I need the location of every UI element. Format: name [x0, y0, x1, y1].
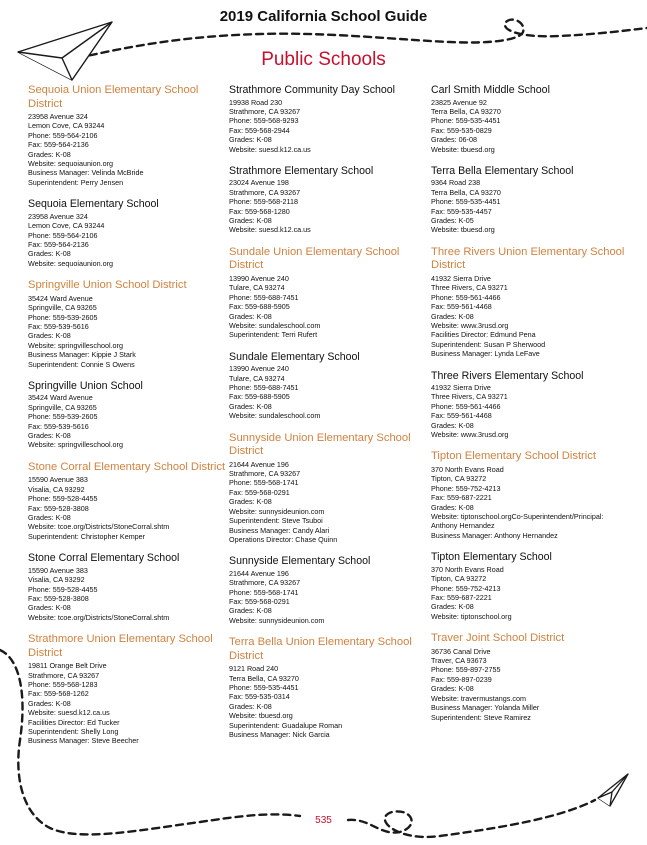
entry-detail-line: Phone: 559-561-4466 [431, 401, 501, 411]
school-entry [431, 165, 631, 235]
district-entry [28, 461, 228, 541]
entry-detail-line: Website: tcoe.org/Districts/StoneCorral.shtm [28, 612, 170, 622]
entry-detail-line: Superintendent: Connie S Owens [28, 359, 135, 369]
entry-detail-line: 15590 Avenue 383 [28, 475, 88, 485]
school-entry [431, 370, 631, 440]
school-name: Tipton Elementary School [431, 551, 552, 564]
entry-detail-line: Three Rivers, CA 93271 [431, 283, 508, 293]
entry-detail-line: Fax: 559-568-1262 [28, 689, 89, 699]
entry-detail-line: Phone: 559-897-2755 [431, 665, 501, 675]
entry-detail-line: Facilities Director: Ed Tucker [28, 717, 120, 727]
entry-detail-line: Business Manager: Candy Alari [229, 525, 330, 535]
entry-detail-line: Fax: 559-687-2221 [431, 592, 492, 602]
entry-detail-line: 9121 Road 240 [229, 664, 279, 674]
entry-detail-line: 23958 Avenue 324 [28, 211, 88, 221]
entry-detail-line: Superintendent: Susan P Sherwood [431, 339, 546, 349]
district-name: Strathmore Union Elementary School District [28, 633, 213, 659]
entry-detail-line: Grades: 06-08 [431, 135, 477, 145]
entry-detail-line: Grades: K-08 [28, 249, 71, 259]
entry-detail-line: Business Manager: Steve Beecher [28, 736, 139, 746]
entry-detail-line: 15590 Avenue 383 [28, 565, 88, 575]
district-name: Stone Corral Elementary School District [28, 460, 226, 473]
district-entry [229, 432, 429, 545]
paper-plane-small-icon [598, 774, 628, 806]
entry-detail-line: Tipton, CA 93272 [431, 574, 487, 584]
entry-detail-line: Terra Bella, CA 93270 [431, 187, 501, 197]
entry-detail-line: Website: tbuesd.org [229, 711, 293, 721]
entry-detail-line: Visalia, CA 93292 [28, 484, 85, 494]
entry-detail-line: Website: www.3rusd.org [431, 320, 509, 330]
entry-detail-line: Grades: K-08 [28, 431, 71, 441]
entry-detail-line: Business Manager: Anthony Hernandez [431, 530, 558, 540]
entry-detail-line: Three Rivers, CA 93271 [431, 392, 508, 402]
entry-detail-line: Website: tiptonschool.orgCo-Superintendent/Principal: Anthony Hernandez [431, 512, 604, 531]
entry-detail-line: Website: springvilleschool.org [28, 440, 123, 450]
entry-detail-line: Grades: K-08 [431, 502, 474, 512]
entry-detail-line: Business Manager: Kippie J Stark [28, 350, 136, 360]
entry-detail-line: Strathmore, CA 93267 [229, 469, 301, 479]
entry-detail-line: Fax: 559-568-2944 [229, 125, 290, 135]
school-name: Stone Corral Elementary School [28, 552, 180, 565]
entry-detail-line: Fax: 559-535-0314 [229, 692, 290, 702]
school-name: Three Rivers Elementary School [431, 369, 584, 382]
entry-detail-line: Operations Director: Chase Quinn [229, 534, 338, 544]
entry-detail-line: Tulare, CA 93274 [229, 283, 285, 293]
entry-detail-line: Grades: K-08 [229, 401, 272, 411]
entry-detail-line: Lemon Cove, CA 93244 [28, 221, 105, 231]
district-name: Sequoia Union Elementary School District [28, 84, 199, 110]
entry-detail-line: Website: www.3rusd.org [431, 430, 509, 440]
entry-detail-line: Terra Bella, CA 93270 [431, 106, 501, 116]
entry-detail-line: Grades: K-08 [229, 701, 272, 711]
entry-detail-line: Superintendent: Perry Jensen [28, 177, 124, 187]
school-entry [229, 84, 429, 154]
entry-detail-line: Fax: 559-535-0829 [431, 125, 492, 135]
district-name: Terra Bella Union Elementary School District [229, 636, 412, 662]
district-entry [229, 246, 429, 340]
entry-detail-line: Fax: 559-564-2136 [28, 140, 89, 150]
entry-detail-line: Springville, CA 93265 [28, 303, 97, 313]
entry-detail-line: Website: tcoe.org/Districts/StoneCorral.shtm [28, 522, 170, 532]
entry-detail-line: Grades: K-08 [28, 603, 71, 613]
column-1 [28, 84, 228, 757]
entry-detail-line: Business Manager: Lynda LeFave [431, 349, 540, 359]
entry-detail-line: Website: tbuesd.org [431, 225, 495, 235]
entry-detail-line: Springville, CA 93265 [28, 402, 97, 412]
entry-detail-line: Fax: 559-688-5905 [229, 392, 290, 402]
entry-detail-line: Fax: 559-687-2221 [431, 493, 492, 503]
entry-detail-line: Business Manager: Nick Garcia [229, 730, 330, 740]
entry-detail-line: Phone: 559-752-4213 [431, 483, 501, 493]
entry-detail-line: 35424 Ward Avenue [28, 393, 93, 403]
entry-detail-line: Website: tbuesd.org [431, 144, 495, 154]
district-entry [28, 279, 228, 369]
entry-detail-line: Grades: K-08 [431, 602, 474, 612]
entry-detail-line: Strathmore, CA 93267 [229, 106, 301, 116]
entry-detail-line: Grades: K-05 [431, 216, 474, 226]
entry-detail-line: Grades: K-08 [431, 420, 474, 430]
entry-detail-line: Website: sunnysideunion.com [229, 506, 325, 516]
entry-detail-line: Website: suesd.k12.ca.us [229, 225, 311, 235]
entry-detail-line: 370 North Evans Road [431, 564, 504, 574]
school-entry [229, 165, 429, 235]
entry-detail-line: 19938 Road 230 [229, 97, 283, 107]
entry-detail-line: Superintendent: Steve Ramirez [431, 712, 531, 722]
entry-detail-line: Traver, CA 93673 [431, 656, 487, 666]
entry-detail-line: Phone: 559-528-4455 [28, 494, 98, 504]
entry-detail-line: Fax: 559-528-3808 [28, 503, 89, 513]
entry-detail-line: Fax: 559-568-1280 [229, 206, 290, 216]
entry-detail-line: 13990 Avenue 240 [229, 364, 289, 374]
entry-detail-line: 41932 Sierra Drive [431, 273, 491, 283]
entry-detail-line: 36736 Canal Drive [431, 646, 491, 656]
page-number: 535 [315, 815, 332, 826]
entry-detail-line: Phone: 559-568-1741 [229, 587, 299, 597]
school-entry [28, 380, 228, 450]
entry-detail-line: Phone: 559-539-2605 [28, 312, 98, 322]
entry-detail-line: Phone: 559-539-2605 [28, 412, 98, 422]
district-name: Three Rivers Union Elementary School District [431, 245, 625, 272]
entry-detail-line: Grades: K-08 [431, 311, 474, 321]
entry-detail-line: Superintendent: Shelly Long [28, 727, 119, 736]
district-name: Sunnyside Union Elementary School District [229, 431, 411, 458]
entry-detail-line: Superintendent: Terri Rufert [229, 330, 318, 340]
entry-detail-line: Website: suesd.k12.ca.us [28, 708, 110, 718]
guide-title: 2019 California School Guide [219, 8, 428, 25]
entry-detail-line: Phone: 559-568-2118 [229, 197, 299, 207]
district-name: Tipton Elementary School District [431, 450, 596, 463]
entry-detail-line: Fax: 559-535-4457 [431, 206, 492, 216]
school-name: Sundale Elementary School [229, 350, 360, 363]
entry-detail-line: Phone: 559-535-4451 [431, 197, 501, 207]
district-entry [229, 636, 429, 739]
district-name: Springville Union School District [28, 279, 187, 292]
entry-detail-line: Visalia, CA 93292 [28, 575, 85, 585]
district-name: Sundale Union Elementary School District [229, 245, 400, 272]
entry-detail-line: Fax: 559-539-5616 [28, 421, 89, 431]
entry-detail-line: Website: sundaleschool.com [229, 411, 321, 421]
entry-detail-line: 23825 Avenue 92 [431, 97, 487, 107]
entry-detail-line: Fax: 559-561-4468 [431, 302, 492, 312]
entry-detail-line: Terra Bella, CA 93270 [229, 673, 299, 683]
entry-detail-line: Grades: K-08 [28, 513, 71, 522]
entry-detail-line: Website: sequoiaunion.org [28, 258, 113, 268]
entry-detail-line: Grades: K-08 [229, 135, 272, 145]
entry-detail-line: Grades: K-08 [229, 311, 272, 321]
entry-detail-line: Grades: K-08 [28, 149, 71, 159]
school-name: Strathmore Elementary School [229, 164, 374, 177]
school-name: Sunnyside Elementary School [229, 555, 371, 568]
entry-detail-line: Superintendent: Guadalupe Roman [229, 720, 343, 730]
entry-detail-line: Website: sundaleschool.com [229, 320, 321, 330]
entry-detail-line: Phone: 559-568-9293 [229, 116, 299, 126]
column-3 [431, 84, 631, 733]
entry-detail-line: Phone: 559-564-2106 [28, 130, 98, 140]
entry-detail-line: Fax: 559-561-4468 [431, 411, 492, 421]
entry-detail-line: Grades: K-08 [229, 497, 272, 507]
school-entry [28, 552, 228, 622]
school-name: Strathmore Community Day School [229, 84, 396, 96]
entry-detail-line: 13990 Avenue 240 [229, 273, 289, 283]
entry-detail-line: Lemon Cove, CA 93244 [28, 121, 105, 131]
entry-detail-line: Grades: K-08 [431, 684, 474, 694]
entry-detail-line: Fax: 559-528-3808 [28, 593, 89, 603]
district-entry [431, 632, 631, 722]
entry-detail-line: Grades: K-08 [229, 606, 272, 616]
school-entry [229, 351, 429, 421]
entry-detail-line: Grades: K-08 [28, 698, 71, 708]
school-name: Springville Union School [28, 379, 143, 392]
entry-detail-line: Phone: 559-688-7451 [229, 383, 299, 393]
column-2 [229, 84, 429, 751]
entry-detail-line: Business Manager: Velinda McBride [28, 168, 144, 178]
entry-detail-line: Grades: K-08 [229, 216, 272, 226]
entry-detail-line: Website: sequoiaunion.org [28, 159, 113, 169]
district-name: Traver Joint School District [431, 632, 565, 645]
entry-detail-line: Fax: 559-897-0239 [431, 674, 492, 684]
entry-detail-line: 21644 Avenue 196 [229, 459, 289, 469]
school-entry [431, 551, 631, 621]
entry-detail-line: Phone: 559-568-1741 [229, 478, 299, 488]
entry-detail-line: Phone: 559-535-4451 [431, 116, 501, 126]
district-entry [28, 633, 228, 746]
entry-detail-line: Fax: 559-568-0291 [229, 597, 290, 607]
entry-detail-line: Superintendent: Steve Tsuboi [229, 516, 323, 526]
school-name: Terra Bella Elementary School [431, 164, 574, 177]
entry-detail-line: Phone: 559-528-4455 [28, 584, 98, 594]
entry-detail-line: Phone: 559-568-1283 [28, 679, 98, 689]
entry-detail-line: Phone: 559-561-4466 [431, 292, 501, 302]
school-entry [431, 84, 631, 154]
school-entry [229, 555, 429, 625]
entry-detail-line: 41932 Sierra Drive [431, 383, 491, 393]
entry-detail-line: Website: travermustangs.com [431, 693, 526, 703]
entry-detail-line: 19811 Orange Belt Drive [28, 661, 107, 671]
entry-detail-line: 35424 Ward Avenue [28, 293, 93, 303]
entry-detail-line: Website: springvilleschool.org [28, 340, 123, 350]
district-entry [431, 246, 631, 359]
entry-detail-line: Strathmore, CA 93267 [28, 670, 100, 680]
entry-detail-line: Fax: 559-539-5616 [28, 321, 89, 331]
entry-detail-line: Phone: 559-688-7451 [229, 292, 299, 302]
entry-detail-line: Grades: K-08 [28, 331, 71, 341]
entry-detail-line: Tulare, CA 93274 [229, 373, 285, 383]
district-entry [431, 450, 631, 540]
entry-detail-line: Website: tiptonschool.org [431, 611, 512, 621]
school-name: Carl Smith Middle School [431, 84, 550, 96]
entry-detail-line: Tipton, CA 93272 [431, 474, 487, 484]
entry-detail-line: Phone: 559-535-4451 [229, 683, 299, 693]
section-title: Public Schools [261, 49, 386, 70]
school-entry [28, 198, 228, 268]
entry-detail-line: Facilities Director: Edmund Pena [431, 330, 536, 340]
entry-detail-line: 21644 Avenue 196 [229, 568, 289, 578]
school-name: Sequoia Elementary School [28, 198, 159, 211]
entry-detail-line: 9364 Road 238 [431, 178, 481, 188]
entry-detail-line: 23024 Avenue 198 [229, 178, 289, 188]
entry-detail-line: Fax: 559-688-5905 [229, 302, 290, 312]
entry-detail-line: 23958 Avenue 324 [28, 112, 88, 121]
entry-detail-line: Business Manager: Yolanda Miller [431, 703, 540, 713]
entry-detail-line: Phone: 559-564-2106 [28, 230, 98, 240]
entry-detail-line: Superintendent: Christopher Kemper [28, 531, 146, 541]
entry-detail-line: Fax: 559-568-0291 [229, 487, 290, 497]
entry-detail-line: 370 North Evans Road [431, 464, 504, 474]
entry-detail-line: Strathmore, CA 93267 [229, 578, 301, 588]
entry-detail-line: Fax: 559-564-2136 [28, 239, 89, 249]
district-entry [28, 84, 228, 187]
entry-detail-line: Strathmore, CA 93267 [229, 187, 301, 197]
entry-detail-line: Phone: 559-752-4213 [431, 583, 501, 593]
entry-detail-line: Website: suesd.k12.ca.us [229, 144, 311, 154]
entry-detail-line: Website: sunnysideunion.com [229, 615, 325, 625]
